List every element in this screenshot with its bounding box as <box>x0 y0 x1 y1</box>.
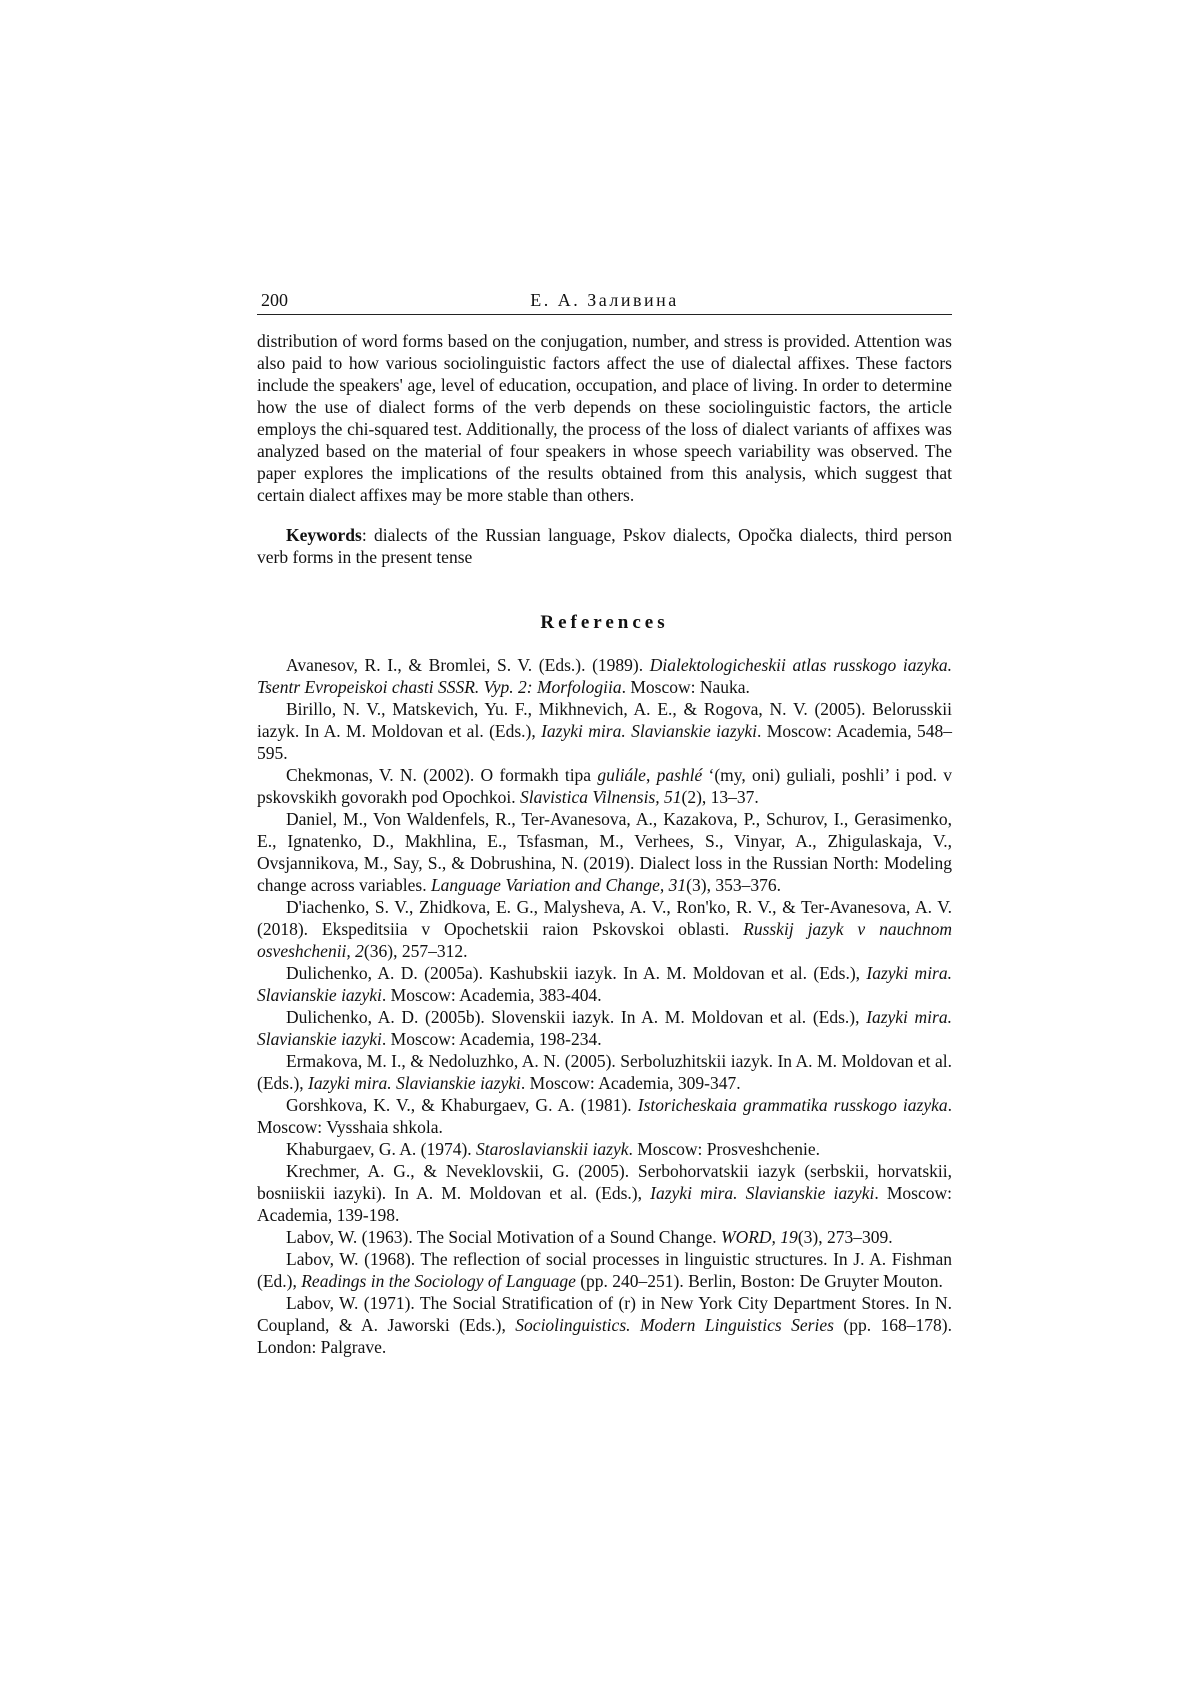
reference-title: Dialektologicheskii atlas russkogo iazyka. Tsentr Evropeiskoi chasti SSSR. Vyp. 2: Morfologiia <box>257 654 953 697</box>
reference-title: Language Variation and Change, 31 <box>430 874 687 895</box>
reference-text: ‘(my, oni) guliali, poshli’ i pod. v pskovskikh govorakh pod Opochkoi. <box>257 764 953 807</box>
reference-item <box>257 764 952 808</box>
reference-text: (pp. 168–178). London: Palgrave. <box>257 1314 952 1357</box>
reference-text: Daniel, M., Von Waldenfels, R., Ter-Avanesova, A., Kazakova, P., Schurov, I., Gerasimenko, E., Ignatenko, D., Makhlina, E., Tsfasman, M., Verhees, S., Vinyar, A., Zhigulaskaja, V., Ovsjannikova, M., Say, S., & Dobrushina, N. (2019). Dialect loss in the Russian North: Modeling change across variables. <box>257 808 952 895</box>
reference-term: guliále <box>597 764 646 785</box>
reference-title: Iazyki mira. Slavianskie iazyki <box>308 1072 521 1093</box>
reference-text: Khaburgaev, G. A. (1974). <box>286 1138 477 1159</box>
reference-text: . Moscow: Prosveshchenie. <box>628 1138 821 1159</box>
reference-text: (pp. 240–251). Berlin, Boston: De Gruyter Mouton. <box>575 1270 943 1291</box>
reference-text: (36), 257–312. <box>363 940 468 961</box>
page-number: 200 <box>261 290 288 310</box>
reference-item <box>257 698 952 764</box>
reference-text: Labov, W. (1971). The Social Stratification of (r) in New York City Department Stores. In N. Coupland, & A. Jaworski (Eds.), <box>257 1292 952 1335</box>
reference-item <box>257 896 952 962</box>
reference-item <box>257 1248 952 1292</box>
reference-title: Russkij jazyk v nauchnom osveshchenii, 2 <box>257 918 952 961</box>
reference-item <box>257 808 952 896</box>
reference-item <box>257 1050 952 1094</box>
abstract-paragraph: distribution of word forms based on the conjugation, number, and stress is provided. Attention was also paid to how various sociolinguistic factors affect the use of dialectal affixes. These factors include the speakers' age, level of education, occupation, and place of living. In order to determine how the use of dialect forms of the verb depends on these sociolinguistic factors, the article employs the chi-squared test. Additionally, the process of the loss of dialect variants of affixes was analyzed based on the material of four speakers in whose speech variability was observed. The paper explores the implications of the results obtained from this analysis, which suggest that certain dialect affixes may be more stable than others. <box>257 331 952 505</box>
reference-item <box>257 1226 952 1248</box>
reference-text: Ermakova, M. I., & Nedoluzhko, A. N. (2005). Serboluzhitskii iazyk. In A. M. Moldovan et al. (Eds.), <box>257 1050 952 1093</box>
reference-text: . Moscow: Academia, 198-234. <box>381 1028 602 1049</box>
reference-title: Slavistica Vilnensis, 51 <box>519 786 682 807</box>
reference-text: . Moscow: Nauka. <box>621 676 750 697</box>
reference-text: Krechmer, A. G., & Neveklovskii, G. (2005). Serbohorvatskii iazyk (serbskii, horvatskii, bosniiskii iazyki). In A. M. Moldovan et al. (Eds.), <box>257 1160 952 1203</box>
keywords-text: : dialects of the Russian language, Pskov dialects, Opočka dialects, third person verb forms in the present tense <box>257 524 952 567</box>
keywords-paragraph <box>257 524 952 568</box>
reference-text: (3), 353–376. <box>686 874 781 895</box>
reference-title: Iazyki mira. Slavianskie iazyki <box>257 1006 952 1049</box>
reference-text: Labov, W. (1963). The Social Motivation of a Sound Change. <box>286 1226 722 1247</box>
page-content <box>257 282 952 1358</box>
running-header <box>257 282 952 315</box>
reference-item <box>257 1160 952 1226</box>
reference-text: Chekmonas, V. N. (2002). O formakh tipa <box>286 764 598 785</box>
reference-title: Istoricheskaia grammatika russkogo iazyka <box>637 1094 948 1115</box>
reference-list <box>257 654 952 1358</box>
reference-title: Sociolinguistics. Modern Linguistics Series <box>515 1314 834 1335</box>
reference-text: D'iachenko, S. V., Zhidkova, E. G., Malysheva, A. V., Ron'ko, R. V., & Ter-Avanesova, A. V. (2018). Ekspeditsiia v Opochetskii raion Pskovskoi oblasti. <box>257 896 952 939</box>
reference-item <box>257 1292 952 1358</box>
reference-title: Iazyki mira. Slavianskie iazyki <box>257 962 952 1005</box>
reference-text: . Moscow: Academia, 383-404. <box>381 984 602 1005</box>
reference-term: pashlé <box>656 764 703 785</box>
reference-text: Dulichenko, A. D. (2005b). Slovenskii iazyk. In A. M. Moldovan et al. (Eds.), <box>286 1006 867 1027</box>
reference-title: Staroslavianskii iazyk <box>476 1138 629 1159</box>
reference-item <box>257 1094 952 1138</box>
reference-text: Gorshkova, K. V., & Khaburgaev, G. A. (1981). <box>286 1094 638 1115</box>
reference-text: . Moscow: Academia, 548–595. <box>257 720 952 763</box>
reference-item <box>257 654 952 698</box>
reference-item <box>257 1138 952 1160</box>
reference-item <box>257 962 952 1006</box>
reference-text: Birillo, N. V., Matskevich, Yu. F., Mikhnevich, A. E., & Rogova, N. V. (2005). Belorusskii iazyk. In A. M. Moldovan et al. (Eds.), <box>257 698 952 741</box>
reference-title: Iazyki mira. Slavianskie iazyki <box>650 1182 875 1203</box>
running-title: Е. А. Заливина <box>530 290 679 310</box>
references-heading: References <box>540 611 669 633</box>
keywords-label: Keywords <box>286 524 362 545</box>
reference-title: Iazyki mira. Slavianskie iazyki <box>541 720 757 741</box>
reference-text: Labov, W. (1968). The reflection of social processes in linguistic structures. In J. A. Fishman (Ed.), <box>257 1248 952 1291</box>
reference-text: . Moscow: Academia, 309-347. <box>520 1072 741 1093</box>
reference-text: , <box>645 764 657 785</box>
reference-title: Readings in the Sociology of Language <box>301 1270 576 1291</box>
reference-text: . Moscow: Academia, 139-198. <box>257 1182 952 1225</box>
reference-text: (2), 13–37. <box>681 786 759 807</box>
reference-text: Dulichenko, A. D. (2005a). Kashubskii iazyk. In A. M. Moldovan et al. (Eds.), <box>286 962 867 983</box>
reference-text: (3), 273–309. <box>797 1226 893 1247</box>
reference-title: WORD, 19 <box>721 1226 798 1247</box>
reference-text: Avanesov, R. I., & Bromlei, S. V. (Eds.). (1989). <box>286 654 650 675</box>
reference-item <box>257 1006 952 1050</box>
reference-text: . Moscow: Vysshaia shkola. <box>257 1094 953 1137</box>
